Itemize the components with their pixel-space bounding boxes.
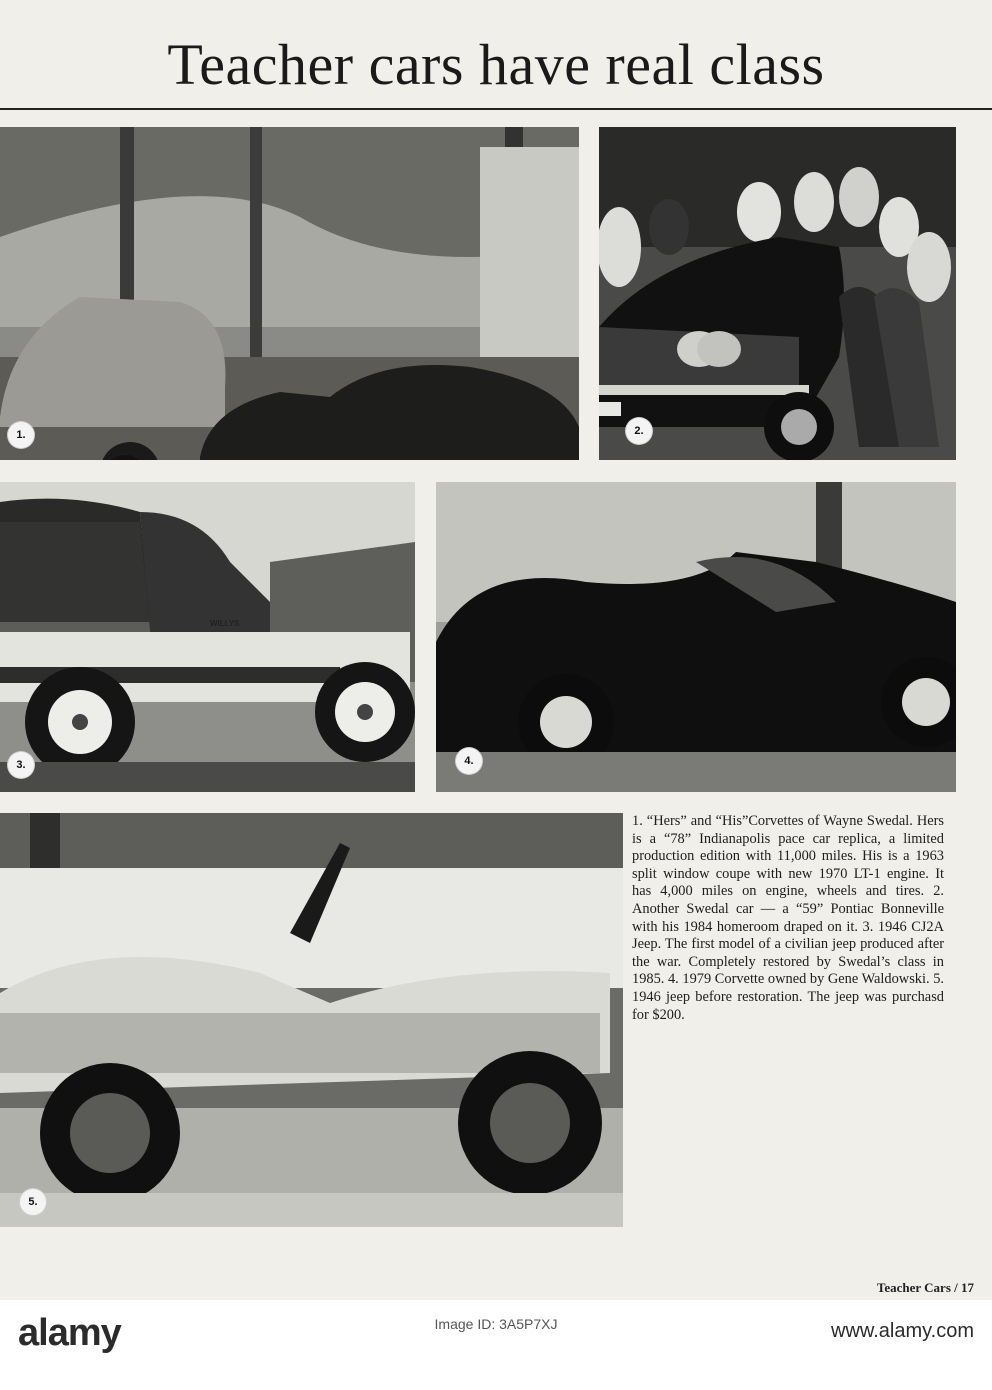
alamy-logo: alamy <box>18 1312 121 1354</box>
photo-1-corvettes <box>0 127 579 460</box>
photo-4-image <box>436 482 956 792</box>
photo-1-image <box>0 127 579 460</box>
photo-1-number: 1. <box>8 422 34 448</box>
photo-5-number: 5. <box>20 1189 46 1215</box>
photo-2-number: 2. <box>626 418 652 444</box>
photo-5-image <box>0 813 623 1227</box>
stock-url: www.alamy.com <box>831 1320 974 1342</box>
photo-4-number: 4. <box>456 748 482 774</box>
willys-badge: WILLYS <box>210 619 240 628</box>
stock-image-id: Image ID: 3A5P7XJ <box>434 1316 558 1332</box>
photo-3-image <box>0 482 415 792</box>
title-rule <box>0 108 992 110</box>
page-title: Teacher cars have real class <box>167 32 825 97</box>
photo-3-number: 3. <box>8 752 34 778</box>
photo-2-pontiac-class <box>599 127 956 460</box>
photo-2-image <box>599 127 956 460</box>
photo-caption: 1. “Hers” and “His”Corvettes of Wayne Swedal. Hers is a “78” Indianapolis pace car replica, a limited production edition with 11,000 miles. His is a 1963 split window coupe with new 1970 LT-1 engine. It has 4,000 miles on engine, wheels and tires. 2. Another Swedal car — a “59” Pontiac Bonneville with his 1984 homeroom draped on it. 3. 1946 CJ2A Jeep. The first model of a civilian jeep produced after the war. Completely restored by Swedal’s class in 1985. 4. 1979 Corvette owned by Gene Waldowski. 5. 1946 jeep before restoration. The jeep was purchasd for $200. <box>632 813 944 1023</box>
photo-5-unrestored-jeep <box>0 813 623 1227</box>
page-folio: Teacher Cars / 17 <box>876 1280 974 1295</box>
photo-4-corvette-1979 <box>436 482 956 792</box>
stock-footer <box>0 1300 992 1390</box>
photo-3-restored-jeep <box>0 482 415 792</box>
